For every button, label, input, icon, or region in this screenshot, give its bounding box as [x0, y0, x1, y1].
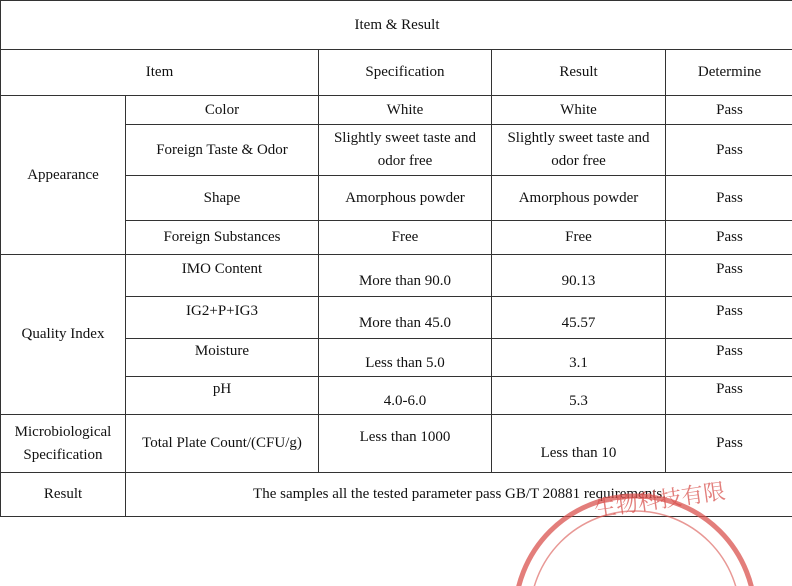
- row-item: Foreign Taste & Odor: [126, 125, 319, 176]
- row-item: pH: [126, 377, 319, 415]
- footer-label: Result: [1, 473, 126, 517]
- row-specification: Amorphous powder: [319, 176, 492, 221]
- row-specification: Less than 1000: [319, 415, 492, 473]
- row-item: Moisture: [126, 339, 319, 377]
- svg-text:生物科技有限: 生物科技有限: [593, 479, 727, 522]
- header-determine: Determine: [666, 50, 792, 96]
- header-result: Result: [492, 50, 666, 96]
- row-result: 3.1: [492, 339, 666, 377]
- table-row: [1, 96, 792, 125]
- row-determine: Pass: [666, 339, 792, 377]
- table-title: Item & Result: [1, 1, 792, 50]
- row-result: Amorphous powder: [492, 176, 666, 221]
- row-specification: Free: [319, 221, 492, 255]
- row-item: Color: [126, 96, 319, 125]
- row-item: IG2+P+IG3: [126, 297, 319, 339]
- row-result: 5.3: [492, 377, 666, 415]
- row-specification: More than 90.0: [319, 255, 492, 297]
- row-item: IMO Content: [126, 255, 319, 297]
- row-result: 45.57: [492, 297, 666, 339]
- row-determine: Pass: [666, 96, 792, 125]
- row-determine: Pass: [666, 255, 792, 297]
- row-specification: 4.0-6.0: [319, 377, 492, 415]
- header-specification: Specification: [319, 50, 492, 96]
- table-row: [1, 255, 792, 297]
- row-result: 90.13: [492, 255, 666, 297]
- row-result: White: [492, 96, 666, 125]
- row-item: Total Plate Count/(CFU/g): [126, 415, 319, 473]
- row-result: Slightly sweet taste and odor free: [492, 125, 666, 176]
- table-row: [1, 415, 792, 473]
- row-determine: Pass: [666, 377, 792, 415]
- group-microbiological: Microbiological Specification: [1, 415, 126, 473]
- group-appearance: Appearance: [1, 96, 126, 255]
- row-determine: Pass: [666, 297, 792, 339]
- footer-text: The samples all the tested parameter pass GB/T 20881 requirements.: [126, 473, 792, 517]
- row-item: Foreign Substances: [126, 221, 319, 255]
- header-item: Item: [1, 50, 319, 96]
- row-specification: Slightly sweet taste and odor free: [319, 125, 492, 176]
- row-specification: White: [319, 96, 492, 125]
- row-specification: Less than 5.0: [319, 339, 492, 377]
- row-determine: Pass: [666, 415, 792, 473]
- row-determine: Pass: [666, 176, 792, 221]
- row-result: Less than 10: [492, 415, 666, 473]
- row-result: Free: [492, 221, 666, 255]
- row-determine: Pass: [666, 221, 792, 255]
- row-determine: Pass: [666, 125, 792, 176]
- row-item: Shape: [126, 176, 319, 221]
- group-quality-index: Quality Index: [1, 255, 126, 415]
- row-specification: More than 45.0: [319, 297, 492, 339]
